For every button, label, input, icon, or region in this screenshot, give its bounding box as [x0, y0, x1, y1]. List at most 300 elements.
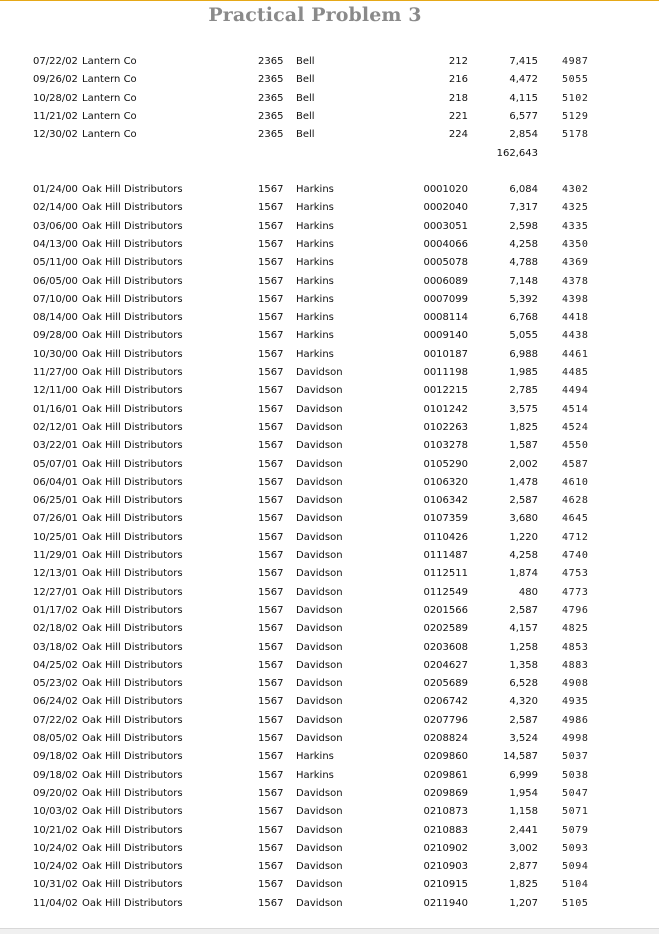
row-amount: 1,358	[509, 659, 538, 671]
row-record-id: 4302	[562, 184, 589, 195]
page-title: Practical Problem 3	[208, 4, 422, 26]
row-sales-rep: Davidson	[296, 421, 343, 433]
row-date: 12/11/00	[33, 385, 78, 397]
table-row	[0, 364, 659, 382]
row-amount: 7,148	[509, 275, 538, 287]
row-amount: 1,874	[509, 568, 538, 580]
row-date: 09/18/02	[33, 769, 78, 781]
row-invoice-number: 0009140	[423, 330, 468, 342]
table-row	[0, 53, 659, 71]
table-row	[0, 822, 659, 840]
row-amount: 1,158	[509, 806, 538, 818]
row-amount: 2,587	[509, 604, 538, 616]
row-date: 07/22/02	[33, 714, 78, 726]
row-sales-rep: Bell	[296, 129, 315, 141]
row-invoice-number: 0210915	[423, 879, 468, 891]
row-date: 05/11/00	[33, 257, 78, 269]
row-sales-rep: Davidson	[296, 733, 343, 744]
table-row	[0, 492, 659, 510]
row-amount: 2,587	[509, 714, 538, 726]
row-date: 12/27/01	[33, 586, 78, 598]
row-customer-code: 1567	[258, 220, 284, 232]
row-invoice-number: 0112549	[423, 586, 468, 598]
row-invoice-number: 0010187	[423, 348, 468, 360]
table-row	[0, 437, 659, 455]
row-record-id: 5129	[562, 110, 589, 122]
row-date: 02/14/00	[33, 202, 78, 214]
row-record-id: 4485	[562, 367, 589, 378]
row-record-id: 4325	[562, 202, 589, 214]
row-invoice-number: 0201566	[423, 604, 468, 616]
row-customer: Oak Hill Distributors	[82, 312, 183, 324]
row-sales-rep: Davidson	[296, 806, 343, 818]
row-date: 04/13/00	[33, 238, 78, 250]
row-invoice-number: 0002040	[423, 202, 468, 214]
row-customer: Oak Hill Distributors	[82, 202, 183, 214]
row-customer-code: 1567	[258, 861, 284, 873]
row-customer: Oak Hill Distributors	[82, 586, 183, 598]
row-amount: 3,575	[509, 403, 538, 415]
row-amount: 480	[518, 586, 538, 598]
row-invoice-number: 0111487	[423, 550, 468, 561]
row-sales-rep: Bell	[296, 92, 315, 104]
table-row	[0, 657, 659, 675]
row-customer-code: 2365	[258, 92, 284, 104]
row-date: 08/14/00	[33, 312, 78, 324]
row-invoice-number: 0208824	[423, 733, 468, 744]
row-customer: Oak Hill Distributors	[82, 824, 183, 836]
row-sales-rep: Davidson	[296, 696, 343, 708]
table-row	[0, 858, 659, 876]
table-row	[0, 675, 659, 693]
row-sales-rep: Harkins	[296, 202, 334, 214]
row-record-id: 4645	[562, 513, 589, 525]
row-invoice-number: 0112511	[423, 568, 468, 580]
row-record-id: 4369	[562, 257, 589, 269]
row-record-id: 5071	[562, 806, 589, 818]
row-record-id: 4883	[562, 659, 589, 671]
row-record-id: 4494	[562, 385, 589, 397]
row-sales-rep: Harkins	[296, 751, 334, 763]
row-amount: 4,157	[509, 623, 538, 635]
row-date: 10/03/02	[33, 806, 78, 818]
row-sales-rep: Davidson	[296, 861, 343, 873]
row-customer: Oak Hill Distributors	[82, 257, 183, 269]
row-record-id: 4986	[562, 714, 589, 726]
row-date: 11/29/01	[33, 550, 78, 561]
row-date: 10/31/02	[33, 879, 78, 891]
row-customer-code: 1567	[258, 348, 284, 360]
row-customer: Oak Hill Distributors	[82, 367, 183, 378]
row-customer: Oak Hill Distributors	[82, 623, 183, 635]
row-customer: Oak Hill Distributors	[82, 348, 183, 360]
row-amount: 1,587	[509, 440, 538, 452]
table-row	[0, 273, 659, 291]
row-amount: 4,258	[509, 550, 538, 561]
row-date: 11/04/02	[33, 897, 78, 909]
row-sales-rep: Harkins	[296, 769, 334, 781]
row-date: 10/24/02	[33, 861, 78, 873]
row-customer: Oak Hill Distributors	[82, 421, 183, 433]
row-customer-code: 2365	[258, 129, 284, 141]
table-row	[0, 419, 659, 437]
row-customer: Oak Hill Distributors	[82, 495, 183, 507]
row-customer-code: 1567	[258, 623, 284, 635]
row-customer: Lantern Co	[82, 56, 137, 67]
row-record-id: 4935	[562, 696, 589, 708]
row-customer: Oak Hill Distributors	[82, 879, 183, 891]
row-customer: Lantern Co	[82, 129, 137, 141]
row-invoice-number: 0207796	[423, 714, 468, 726]
row-record-id: 4712	[562, 531, 589, 543]
row-sales-rep: Davidson	[296, 586, 343, 598]
row-record-id: 4773	[562, 586, 589, 598]
table-row	[0, 401, 659, 419]
row-record-id: 5038	[562, 769, 589, 781]
row-customer: Oak Hill Distributors	[82, 330, 183, 342]
row-invoice-number: 0005078	[423, 257, 468, 269]
row-date: 07/22/02	[33, 56, 78, 67]
table-row	[0, 785, 659, 803]
row-customer-code: 1567	[258, 842, 284, 854]
row-customer: Oak Hill Distributors	[82, 293, 183, 305]
row-sales-rep: Harkins	[296, 257, 334, 269]
row-record-id: 4550	[562, 440, 589, 452]
row-date: 03/06/00	[33, 220, 78, 232]
row-invoice-number: 0110426	[423, 531, 468, 543]
row-sales-rep: Harkins	[296, 348, 334, 360]
row-customer-code: 2365	[258, 74, 284, 86]
row-sales-rep: Davidson	[296, 641, 343, 653]
row-record-id: 4628	[562, 495, 589, 507]
row-sales-rep: Harkins	[296, 220, 334, 232]
row-sales-rep: Harkins	[296, 238, 334, 250]
row-customer: Oak Hill Distributors	[82, 696, 183, 708]
row-invoice-number: 0205689	[423, 678, 468, 690]
row-date: 09/18/02	[33, 751, 78, 763]
table-row	[0, 309, 659, 327]
row-date: 01/17/02	[33, 604, 78, 616]
page-bottom-edge	[0, 928, 659, 934]
row-customer-code: 1567	[258, 586, 284, 598]
row-sales-rep: Davidson	[296, 550, 343, 561]
row-invoice-number: 216	[448, 74, 468, 86]
row-date: 06/24/02	[33, 696, 78, 708]
row-record-id: 4418	[562, 312, 589, 324]
row-customer-code: 1567	[258, 330, 284, 342]
row-customer-code: 1567	[258, 733, 284, 744]
row-date: 12/13/01	[33, 568, 78, 580]
row-date: 09/26/02	[33, 74, 78, 86]
row-customer: Lantern Co	[82, 74, 137, 86]
row-record-id: 5104	[562, 879, 589, 891]
row-amount: 14,587	[503, 751, 538, 763]
row-record-id: 4987	[562, 56, 589, 67]
row-invoice-number: 0106320	[423, 476, 468, 488]
row-customer: Oak Hill Distributors	[82, 184, 183, 195]
row-invoice-number: 0102263	[423, 421, 468, 433]
row-record-id: 4335	[562, 220, 589, 232]
group-total: 162,643	[496, 147, 538, 159]
row-sales-rep: Harkins	[296, 184, 334, 195]
row-amount: 2,785	[509, 385, 538, 397]
row-date: 05/23/02	[33, 678, 78, 690]
row-date: 05/07/01	[33, 458, 78, 470]
row-customer-code: 1567	[258, 385, 284, 397]
row-amount: 2,854	[509, 129, 538, 141]
row-customer-code: 1567	[258, 440, 284, 452]
row-customer: Oak Hill Distributors	[82, 458, 183, 470]
row-amount: 2,002	[509, 458, 538, 470]
table-row	[0, 876, 659, 894]
row-sales-rep: Davidson	[296, 879, 343, 891]
row-customer-code: 1567	[258, 184, 284, 195]
row-customer: Lantern Co	[82, 92, 137, 104]
row-sales-rep: Davidson	[296, 385, 343, 397]
row-amount: 7,415	[509, 56, 538, 67]
row-date: 10/24/02	[33, 842, 78, 854]
table-row	[0, 840, 659, 858]
row-record-id: 4378	[562, 275, 589, 287]
row-amount: 4,115	[509, 92, 538, 104]
row-amount: 7,317	[509, 202, 538, 214]
table-row	[0, 584, 659, 602]
row-customer-code: 1567	[258, 495, 284, 507]
table-row	[0, 327, 659, 345]
row-customer-code: 1567	[258, 604, 284, 616]
row-customer-code: 1567	[258, 421, 284, 433]
row-customer: Oak Hill Distributors	[82, 440, 183, 452]
row-amount: 1,985	[509, 367, 538, 378]
row-date: 06/04/01	[33, 476, 78, 488]
row-date: 11/21/02	[33, 110, 78, 122]
row-customer: Oak Hill Distributors	[82, 403, 183, 415]
table-row	[0, 199, 659, 217]
row-amount: 6,988	[509, 348, 538, 360]
table-row	[0, 456, 659, 474]
row-date: 10/21/02	[33, 824, 78, 836]
row-amount: 6,084	[509, 184, 538, 195]
row-sales-rep: Bell	[296, 56, 315, 67]
row-customer-code: 1567	[258, 312, 284, 324]
table-row	[0, 639, 659, 657]
table-row	[0, 602, 659, 620]
row-customer-code: 1567	[258, 751, 284, 763]
row-customer: Oak Hill Distributors	[82, 385, 183, 397]
row-customer-code: 1567	[258, 897, 284, 909]
row-sales-rep: Davidson	[296, 714, 343, 726]
row-record-id: 4610	[562, 476, 589, 488]
row-customer-code: 1567	[258, 367, 284, 378]
row-customer: Oak Hill Distributors	[82, 769, 183, 781]
row-customer: Oak Hill Distributors	[82, 476, 183, 488]
row-sales-rep: Bell	[296, 74, 315, 86]
row-date: 07/26/01	[33, 513, 78, 525]
row-customer: Oak Hill Distributors	[82, 568, 183, 580]
row-sales-rep: Davidson	[296, 531, 343, 543]
row-record-id: 4825	[562, 623, 589, 635]
row-sales-rep: Harkins	[296, 275, 334, 287]
row-amount: 6,577	[509, 110, 538, 122]
row-invoice-number: 0012215	[423, 385, 468, 397]
row-customer: Oak Hill Distributors	[82, 751, 183, 763]
row-date: 01/24/00	[33, 184, 78, 195]
row-record-id: 5093	[562, 842, 589, 854]
row-customer: Oak Hill Distributors	[82, 513, 183, 525]
table-row	[0, 71, 659, 89]
row-customer-code: 1567	[258, 275, 284, 287]
row-invoice-number: 0001020	[423, 184, 468, 195]
row-customer-code: 1567	[258, 568, 284, 580]
row-sales-rep: Davidson	[296, 659, 343, 671]
row-record-id: 4524	[562, 421, 589, 433]
row-record-id: 4740	[562, 550, 589, 561]
row-date: 12/30/02	[33, 129, 78, 141]
row-date: 01/16/01	[33, 403, 78, 415]
row-invoice-number: 0011198	[423, 367, 468, 378]
table-row	[0, 108, 659, 126]
row-invoice-number: 0209860	[423, 751, 468, 763]
row-amount: 2,598	[509, 220, 538, 232]
row-customer-code: 1567	[258, 696, 284, 708]
row-date: 09/20/02	[33, 787, 78, 799]
row-customer: Oak Hill Distributors	[82, 678, 183, 690]
row-invoice-number: 0107359	[423, 513, 468, 525]
row-invoice-number: 0210873	[423, 806, 468, 818]
row-customer: Oak Hill Distributors	[82, 550, 183, 561]
row-customer: Oak Hill Distributors	[82, 787, 183, 799]
table-row	[0, 90, 659, 108]
row-customer-code: 1567	[258, 550, 284, 561]
row-customer: Oak Hill Distributors	[82, 897, 183, 909]
row-amount: 3,524	[509, 733, 538, 744]
row-record-id: 5055	[562, 74, 589, 86]
row-date: 03/22/01	[33, 440, 78, 452]
row-amount: 1,207	[509, 897, 538, 909]
row-record-id: 4461	[562, 348, 589, 360]
row-invoice-number: 0202589	[423, 623, 468, 635]
row-invoice-number: 0210883	[423, 824, 468, 836]
row-customer-code: 1567	[258, 678, 284, 690]
table-row	[0, 620, 659, 638]
table-row	[0, 767, 659, 785]
row-customer-code: 1567	[258, 531, 284, 543]
row-customer: Oak Hill Distributors	[82, 733, 183, 744]
row-customer: Oak Hill Distributors	[82, 604, 183, 616]
row-sales-rep: Davidson	[296, 787, 343, 799]
row-invoice-number: 0105290	[423, 458, 468, 470]
row-amount: 1,825	[509, 879, 538, 891]
table-row	[0, 712, 659, 730]
row-date: 08/05/02	[33, 733, 78, 744]
table-row	[0, 803, 659, 821]
row-date: 07/10/00	[33, 293, 78, 305]
table-row	[0, 693, 659, 711]
table-row	[0, 510, 659, 528]
row-date: 02/12/01	[33, 421, 78, 433]
row-record-id: 5105	[562, 897, 589, 909]
row-date: 10/30/00	[33, 348, 78, 360]
table-row	[0, 126, 659, 144]
row-invoice-number: 224	[448, 129, 468, 141]
row-customer: Oak Hill Distributors	[82, 861, 183, 873]
row-sales-rep: Davidson	[296, 495, 343, 507]
row-amount: 2,877	[509, 861, 538, 873]
row-sales-rep: Davidson	[296, 513, 343, 525]
row-invoice-number: 0106342	[423, 495, 468, 507]
row-amount: 1,825	[509, 421, 538, 433]
row-invoice-number: 221	[448, 110, 468, 122]
row-amount: 3,680	[509, 513, 538, 525]
row-customer-code: 1567	[258, 403, 284, 415]
row-sales-rep: Davidson	[296, 678, 343, 690]
row-customer-code: 1567	[258, 714, 284, 726]
row-invoice-number: 0103278	[423, 440, 468, 452]
row-sales-rep: Davidson	[296, 367, 343, 378]
row-invoice-number: 0210902	[423, 842, 468, 854]
row-invoice-number: 0211940	[423, 897, 468, 909]
table-row	[0, 547, 659, 565]
row-customer: Oak Hill Distributors	[82, 238, 183, 250]
row-customer-code: 1567	[258, 641, 284, 653]
row-date: 06/05/00	[33, 275, 78, 287]
table-row	[0, 730, 659, 748]
row-record-id: 4908	[562, 678, 589, 690]
table-row	[0, 346, 659, 364]
table-row	[0, 529, 659, 547]
row-amount: 4,258	[509, 238, 538, 250]
row-customer-code: 1567	[258, 293, 284, 305]
row-date: 09/28/00	[33, 330, 78, 342]
row-customer-code: 2365	[258, 56, 284, 67]
row-customer-code: 1567	[258, 513, 284, 525]
table-row	[0, 181, 659, 199]
row-date: 10/28/02	[33, 92, 78, 104]
row-date: 04/25/02	[33, 659, 78, 671]
row-customer-code: 2365	[258, 110, 284, 122]
row-invoice-number: 0209861	[423, 769, 468, 781]
row-record-id: 5094	[562, 861, 589, 873]
row-record-id: 4853	[562, 641, 589, 653]
row-sales-rep: Davidson	[296, 897, 343, 909]
row-amount: 5,392	[509, 293, 538, 305]
row-customer-code: 1567	[258, 458, 284, 470]
row-invoice-number: 212	[448, 56, 468, 67]
row-sales-rep: Davidson	[296, 842, 343, 854]
table-row	[0, 565, 659, 583]
table-row	[0, 474, 659, 492]
row-customer: Oak Hill Distributors	[82, 531, 183, 543]
row-date: 02/18/02	[33, 623, 78, 635]
row-sales-rep: Davidson	[296, 824, 343, 836]
row-record-id: 4753	[562, 568, 589, 580]
row-customer-code: 1567	[258, 787, 284, 799]
row-sales-rep: Davidson	[296, 604, 343, 616]
row-customer-code: 1567	[258, 257, 284, 269]
row-customer: Oak Hill Distributors	[82, 659, 183, 671]
row-record-id: 5047	[562, 787, 589, 799]
row-amount: 1,220	[509, 531, 538, 543]
row-amount: 5,055	[509, 330, 538, 342]
table-row	[0, 748, 659, 766]
row-sales-rep: Harkins	[296, 293, 334, 305]
table-row	[0, 236, 659, 254]
row-customer: Oak Hill Distributors	[82, 641, 183, 653]
row-sales-rep: Davidson	[296, 623, 343, 635]
row-amount: 4,788	[509, 257, 538, 269]
row-invoice-number: 0203608	[423, 641, 468, 653]
row-customer-code: 1567	[258, 476, 284, 488]
